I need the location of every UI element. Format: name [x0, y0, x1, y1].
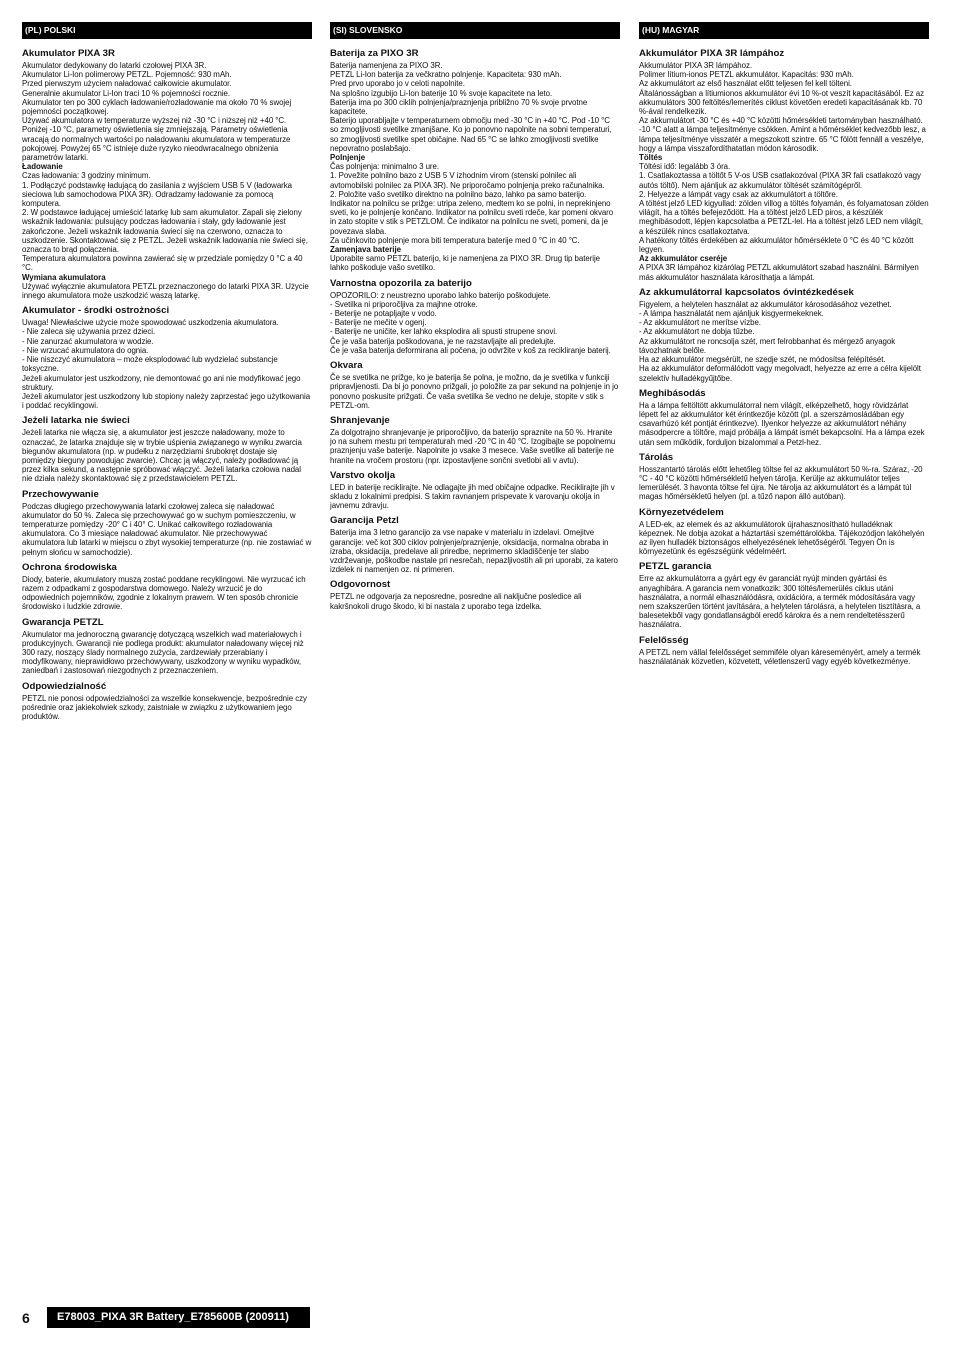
- section-title: Baterija za PIXO 3R: [330, 48, 419, 59]
- paragraph: Erre az akkumulátorra a gyárt egy év garanciát nyújt minden gyártási és anyaghibára. A garancia nem vonatkozik: 300 töltés/lemerülés ciklus utáni használatra, a normál elhasználódásra, oxidációra, a termék módosítására vagy nem szakszerűen történt javítására, a helytelen tárolásra, a helytelen tisztításra, a balesetekből vagy gondatlanságból eredő károkra és a nem rendeltetésszerű használatra.: [639, 574, 921, 630]
- paragraph: 1. Csatlakoztassa a töltőt 5 V-os USB csatlakozóval (PIXA 3R fali csatlakozó vagy autós töltő). Nem ajánljuk az akkumulátor töltését számítógépről.: [639, 171, 921, 190]
- subsection-title: Töltés: [639, 153, 663, 163]
- section-title: Akumulator PIXA 3R: [22, 48, 115, 59]
- section-title: Odgovornost: [330, 579, 391, 591]
- column-header: (SI) SLOVENSKO: [330, 22, 620, 39]
- paragraph: Akumulator dedykowany do latarki czołowej PIXA 3R.: [22, 61, 207, 70]
- paragraph: Diody, baterie, akumulatory muszą zostać poddane recyklingowi. Nie wyrzucać ich razem z odpadkami z gospodarstwa domowego. Należy wrzucić je do odpowiednich pojemników, zgodnie z lokalnym prawem. W ten sposób chronicie środowisko i ludzkie zdrowie.: [22, 574, 306, 612]
- section: [330, 515, 620, 574]
- paragraph: Przed pierwszym użyciem naładować całkowicie akumulator.: [22, 79, 232, 89]
- column-body: [639, 48, 929, 666]
- paragraph: Akkumulátor PIXA 3R lámpához.: [639, 61, 753, 70]
- paragraph: Jeżeli akumulator jest uszkodzony, nie demontować go ani nie modyfikować jego struktury.: [22, 373, 301, 392]
- section: [639, 452, 929, 502]
- section: [639, 287, 929, 383]
- paragraph: Če je vaša baterija deformirana ali počena, jo odvržite v koš za recikliranje baterij.: [330, 345, 611, 355]
- section: [639, 388, 929, 447]
- paragraph: - Nie zanurzać akumulatora w wodzie.: [22, 336, 154, 346]
- section-title: Akkumulátor PIXA 3R lámpához: [639, 48, 785, 59]
- paragraph: A hatékony töltés érdekében az akkumulátor hőmérséklete 0 °C és 40 °C között legyen.: [639, 235, 914, 255]
- paragraph: - Nie wrzucać akumulatora do ognia.: [22, 345, 149, 355]
- paragraph: Na splošno izgubijo Li-Ion baterije 10 % svoje kapacitete na leto.: [330, 88, 553, 98]
- section: [22, 48, 312, 300]
- section: [22, 415, 312, 483]
- paragraph: Jeżeli akumulator jest uszkodzony lub stopiony należy zaprzestać jego użytkowania i poddać recyklingowi.: [22, 391, 311, 411]
- paragraph: Az akkumulátort ne roncsolja szét, mert felrobbanhat és mérgező anyagok távozhatnak belőle.: [639, 336, 896, 355]
- paragraph: - Nie zaleca się używania przez dzieci.: [22, 327, 156, 337]
- paragraph: - Svetilka ni priporočljiva za majhne otroke.: [330, 299, 478, 309]
- paragraph: Używać akumulatora w temperaturze wyższej niż -30 °C i niższej niż +40 °C. Poniżej -10 °C, parametry oświetlenia się zmniejszają. Parametry oświetlenia wracają do normalnych wartości po naładowaniu akumulatora w temperaturze pokojowej. Powyżej 65 °C istnieje duże ryzyko nieodwracalnego obniżenia parametrów latarki.: [22, 116, 291, 163]
- paragraph: - A lámpa használatát nem ajánljuk kisgyermekeknek.: [639, 309, 824, 319]
- paragraph: OPOZORILO: z neustrezno uporabo lahko baterijo poškodujete.: [330, 290, 551, 300]
- paragraph: Za dolgotrajno shranjevanje je priporočljivo, da baterijo spraznite na 50 %. Hranite jo na suhem mestu pri temperaturah med -20 °C in 40 °C. Izogibajte se popolnemu praznjenju vaše baterije. Napolnite jo vsake 3 mesece. Vaše svetilke ali baterije ne hranite na vročem prostoru (npr. izpostavljene sončni svetlobi ali v avtu).: [330, 427, 616, 465]
- paragraph: A PETZL nem vállal felelősséget semmiféle olyan káreseményért, amely a termék használatának közvetlen, közvetett, véletlenszerű vagy egyéb következménye.: [639, 647, 921, 666]
- section-title: Okvara: [330, 360, 363, 372]
- subsection-title: Polnjenje: [330, 153, 366, 163]
- section: [22, 562, 312, 612]
- section: [22, 681, 312, 722]
- paragraph: Baterija ima po 300 ciklih polnjenja/praznjenja približno 70 % svoje prvotne kapacitete.: [330, 97, 588, 117]
- paragraph: Akumulator ma jednoroczną gwarancję dotyczącą wszelkich wad materiałowych i produkcyjnych. Gwarancji nie podlega produkt: akumulator naładowany więcej niż 300 razy, noszący ślady normalnego zużycia, zardzewiały przerabiany i modyfikowany, nieprawidłowo przechowywany, uszkodzony w wyniku wypadków, zaniedbań i zastosowań niezgodnych z przeznaczeniem.: [22, 629, 304, 676]
- column-header: (PL) POLSKI: [22, 22, 312, 39]
- section-title: Akumulator - środki ostrożności: [22, 305, 170, 317]
- paragraph: 2. W podstawce ładującej umieścić latarkę lub sam akumulator. Zapali się zielony wskaźnik ładowania: pulsujący podczas ładowania i stały, gdy ładowanie jest zakończone. Jeżeli wskaźnik ładowania świeci się na czerwono, oznacza to uszkodzenie. Skontaktować się z PETZL. Jeżeli wskaźnik ładowania nie świeci się, oznacza to brąd połączenia.: [22, 208, 308, 255]
- section: [330, 470, 620, 511]
- section-title: Tárolás: [639, 451, 674, 463]
- paragraph: Jeżeli latarka nie włącza się, a akumulator jest jeszcze naładowany, może to oznaczać, że latarka znajduje się w trybie uśpienia związanego w wyniku zwarcia biegunów akumulatora (np. w pudełku z narzędziami śrubokręt dostaje się pomiędzy bieguny powodując zwarcie). Chcąc ją włączyć, należy podładować ją przez kilka sekund, a następnie spróbować włączyć. Jeżeli latarka czołowa nadal nie działa należy skontaktować się z przedstawicielem PETZL.: [22, 428, 302, 484]
- section-title: PETZL garancia: [639, 561, 712, 573]
- paragraph: Baterija namenjena za PIXO 3R.: [330, 61, 443, 70]
- paragraph: Polimer lítium-ionos PETZL akkumulátor. Kapacitás: 930 mAh.: [639, 70, 854, 80]
- page-number: 6: [22, 1310, 30, 1326]
- paragraph: - Az akkumulátort ne dobja tűzbe.: [639, 327, 755, 337]
- section-title: Varstvo okolja: [330, 469, 396, 481]
- section: [330, 278, 620, 355]
- paragraph: Če se svetilka ne prižge, ko je baterija še polna, je možno, da je svetilka v funkciji pripravljenosti. Da bi jo ponovno prižgali, jo položite za par sekund na polnjenje in jo ponovno poskusite prižgati. Če vaša svetilka še vedno ne deluje, stopite v stik s PETZL-om.: [330, 373, 619, 410]
- paragraph: Baterija ima 3 letno garancijo za vse napake v materialu in izdelavi. Omejitve garancije: več kot 300 ciklov polnjenje/praznjenje, oksidacija, normalna obraba in izraba, oksidacija, predelave ali priredbe, neprimerno skladiščenje ter slabo vzdrževanje, poškodbe nastale pri nesrečah, nepazljivostih ali pri uporabi, za katero izdelek ni namenjen oz. ni primeren.: [330, 528, 618, 575]
- column-body: [330, 48, 620, 611]
- paragraph: Akumulator Li-Ion polimerowy PETZL. Pojemność: 930 mAh.: [22, 70, 232, 80]
- paragraph: Temperatura akumulatora powinna zawierać się w przedziale pomiędzy 0 °C a 40 °C.: [22, 254, 303, 273]
- subsection-title: Ładowanie: [22, 162, 63, 172]
- paragraph: - Nie niszczyć akumulatora – może eksplodować lub wydzielać substancje toksyczne.: [22, 355, 278, 374]
- section: [330, 579, 620, 610]
- paragraph: Hosszantartó tárolás előtt lehetőleg töltse fel az akkumulátort 50 %-ra. Száraz, -20 °C - 40 °C közötti hőmérsékletű helyen tárolja. Kerülje az akkumulátor teljes lemerülését. 3 havonta töltse fel újra. Ne tárolja az akkumulátort és a lámpát túl magas hőmérsékletű helyen (pl. a tűző napon álló autóban).: [639, 464, 923, 502]
- section-title: Przechowywanie: [22, 488, 99, 500]
- paragraph: - Beterije ne potapljajte v vodo.: [330, 309, 437, 319]
- section-title: Gwarancja PETZL: [22, 616, 104, 628]
- section-title: Shranjevanje: [330, 414, 390, 426]
- section: [330, 360, 620, 410]
- paragraph: Az akkumulátort -30 °C és +40 °C közötti hőmérsékleti tartományban használható. -10 °C alatt a lámpa teljesítménye csökken. Amint a hőmérséklet kedvezőbb lesz, a lámpa teljesítménye visszatér a megszokott szintre. 65 °C fölött fennáll a veszélye, hogy a lámpa visszafordíthatatlan módon károsodik.: [639, 116, 926, 153]
- paragraph: Indikator na polnilcu se prižge: utripa zeleno, medtem ko se polni, in neprekinjeno sveti, ko je polnjenje končano. Indikator na polnilcu sveti rdeče, kar pomeni okvaro in zato stopite v stik s PETZLOM. Če indikator na polnilcu ne sveti, pomeni, da je povezava slaba.: [330, 199, 614, 236]
- column-header: (HU) MAGYAR: [639, 22, 929, 39]
- paragraph: A töltést jelző LED kigyullad: zölden villog a töltés folyamán, és folyamatosan zölden világít, ha a töltés befejeződött. Ha a töltést jelző LED piros, a készülék meghibásodott, lépjen kapcsolatba a PETZL-lel. Ha a töltést jelző LED nem világít, a készülék nincs csatlakoztatva.: [639, 199, 929, 236]
- document-id-bar: E78003_PIXA 3R Battery_E785600B (200911): [47, 1307, 310, 1328]
- paragraph: PETZL Li-Ion baterija za večkratno polnjenje. Kapaciteta: 930 mAh.: [330, 70, 562, 80]
- paragraph: - Baterije ne mečite v ogenj.: [330, 318, 427, 328]
- section-title: Jeżeli latarka nie świeci: [22, 415, 130, 427]
- section: [639, 507, 929, 557]
- paragraph: Az akkumulátort az első használat előtt teljesen fel kell tölteni.: [639, 79, 852, 89]
- paragraph: Čas polnjenja: minimalno 3 ure.: [330, 162, 439, 172]
- section-title: Odpowiedzialność: [22, 680, 107, 692]
- paragraph: Če je vaša baterija poškodovana, je ne razstavljajte ali predelujte.: [330, 336, 556, 346]
- section: [22, 489, 312, 557]
- paragraph: Ha az akkumulátor deformálódott vagy megolvadt, helyezze az erre a célra kijelölt szelektív hulladékgyűjtőbe.: [639, 364, 921, 383]
- section: [330, 415, 620, 465]
- paragraph: Akumulator ten po 300 cyklach ładowanie/rozładowanie ma około 70 % swojej pojemności początkowej.: [22, 97, 292, 117]
- paragraph: Czas ładowania: 3 godziny minimum.: [22, 171, 151, 181]
- paragraph: LED in baterije reciklirajte. Ne odlagajte jih med običajne odpadke. Reciklirajte jih v skladu z lokalnimi predpisi. S takim ravnanjem prispevate k varovanju okolja in javnemu zdravju.: [330, 482, 615, 511]
- column-body: [22, 48, 312, 721]
- paragraph: 2. Položite vašo svetilko direktno na polnilno bazo, lahko pa samo baterijo.: [330, 189, 587, 199]
- paragraph: Generalnie akumulator Li-Ion traci 10 % pojemności rocznie.: [22, 88, 231, 98]
- paragraph: Töltési idő: legalább 3 óra.: [639, 162, 731, 172]
- paragraph: Baterijo uporabljajte v temperaturnem območju med -30 °C in +40 °C. Pod -10 °C so zmogljivosti svetilke zmanjšane. Ko jo ponovno napolnite na sobni temperaturi, so zmogljivosti svetilke spet običajne. Nad 65 °C se lahko zmogljivosti svetilke nepovratno poslabšajo.: [330, 116, 612, 153]
- subsection-title: Az akkumulátor cseréje: [639, 254, 728, 264]
- column-hungarian: [639, 22, 929, 671]
- column-polish: [22, 22, 312, 726]
- paragraph: 2. Helyezze a lámpát vagy csak az akkumulátort a töltőre.: [639, 189, 838, 199]
- paragraph: Pred prvo uporabo jo v celoti napolnite.: [330, 79, 465, 89]
- paragraph: 1. Povežite polnilno bazo z USB 5 V izhodnim virom (stenski polnilec ali avtomobilski polnilec za PIXA 3R). Ne priporočamo polnjenja preko računalnika.: [330, 171, 605, 190]
- section: [330, 48, 620, 273]
- section-title: Környezetvédelem: [639, 506, 724, 518]
- paragraph: Uwaga! Niewłaściwe użycie może spowodować uszkodzenia akumulatora.: [22, 318, 279, 328]
- section: [22, 617, 312, 676]
- section: [639, 561, 929, 629]
- paragraph: Figyelem, a helytelen használat az akkumulátor károsodásához vezethet.: [639, 299, 892, 309]
- section: [22, 305, 312, 410]
- section-title: Felelősség: [639, 634, 689, 646]
- section: [639, 635, 929, 666]
- section-title: Az akkumulátorral kapcsolatos óvintézkedések: [639, 286, 854, 298]
- section-title: Ochrona środowiska: [22, 561, 117, 573]
- paragraph: - Baterije ne uničite, ker lahko eksplodira ali spusti strupene snovi.: [330, 327, 558, 337]
- subsection-title: Zamenjava baterije: [330, 245, 402, 255]
- paragraph: Ha az akkumulátor megsérült, ne szedje szét, ne módosítsa felépítését.: [639, 355, 886, 365]
- subsection-title: Wymiana akumulatora: [22, 272, 106, 282]
- paragraph: PETZL ne odgovarja za neposredne, posredne ali naključne posledice ali kakršnokoli drugo škodo, ki bi nastala z uporabo tega izdelka.: [330, 592, 582, 611]
- paragraph: A PIXA 3R lámpához kizárólag PETZL akkumulátort szabad használni. Bármilyen más akkumulátor használata károsíthatja a lámpát.: [639, 263, 919, 282]
- paragraph: 1. Podłączyć podstawkę ładującą do zasilania z wyjściem USB 5 V (ładowarka sieciowa lub samochodowa PIXA 3R). Odradzamy ładowanie za pomocą komputera.: [22, 180, 292, 209]
- section-title: Meghibásodás: [639, 387, 706, 399]
- paragraph: Általánosságban a lítiumionos akkumulátor évi 10 %-ot veszít kapacitásából. Ez az akkumulátors 300 feltöltés/lemerítés ciklust követően eredeti kapacitásának kb. 70 %-ával rendelkezik.: [639, 88, 924, 117]
- paragraph: Za učinkovito polnjenje mora biti temperatura baterije med 0 °C in 40 °C.: [330, 235, 580, 245]
- paragraph: Podczas długiego przechowywania latarki czołowej zaleca się naładować akumulator do 50 %. Zaleca się przechowywać go w suchym pomieszczeniu, w temperaturze pomiędzy -20° C i 40° C. Unikać całkowitego rozładowania akumulatora. Co 3 miesiące naładować akumulator. Nie przechowywać akumulatora lub latarki w miejscu o zbyt wysokiej temperaturze (np. nie zostawiać w pełnym słońcu w samochodzie).: [22, 501, 312, 557]
- paragraph: PETZL nie ponosi odpowiedzialności za wszelkie konsekwencje, bezpośrednie czy pośrednie oraz jakiekolwiek szkody, zaistniałe w związku z użytkowaniem jego produktów.: [22, 693, 307, 721]
- paragraph: Używać wyłącznie akumulatora PETZL przeznaczonego do latarki PIXA 3R. Użycie innego akumulatora może uszkodzić waszą latarkę.: [22, 281, 309, 301]
- section-title: Garancija Petzl: [330, 515, 399, 527]
- paragraph: A LED-ek, az elemek és az akkumulátorok újrahasznosítható hulladéknak képeznek. Ne dobja azokat a háztartási szeméttárolókba. Tájékozódjon lakóhelyén az ilyen hulladék biztonságos elhelyezésének lehetőségéről. Tegyen Ön is környezetünk és egészségünk védelméért.: [639, 519, 925, 557]
- section-title: Varnostna opozorila za baterijo: [330, 277, 472, 289]
- paragraph: - Az akkumulátort ne merítse vízbe.: [639, 318, 761, 328]
- section: [639, 48, 929, 282]
- paragraph: Uporabite samo PETZL baterijo, ki je namenjena za PIXO 3R. Drug tip baterije lahko poškoduje vašo svetilko.: [330, 254, 601, 273]
- column-slovenian: [330, 22, 620, 616]
- paragraph: Ha a lámpa feltöltött akkumulátorral nem világít, elképzelhető, hogy rövidzárlat lépett fel az akkumulátor két érintkezője között (pl. a szerszámosládában egy csavarhúzó két pontját érintkezve). Ilyenkor helyezze az akkumulátort néhány másodpercre a töltőre, majd próbálja a lámpát ismét bekapcsolni. Ha a lámpa ezek után sem működik, forduljon bizalommal a Petzl-hez.: [639, 400, 925, 447]
